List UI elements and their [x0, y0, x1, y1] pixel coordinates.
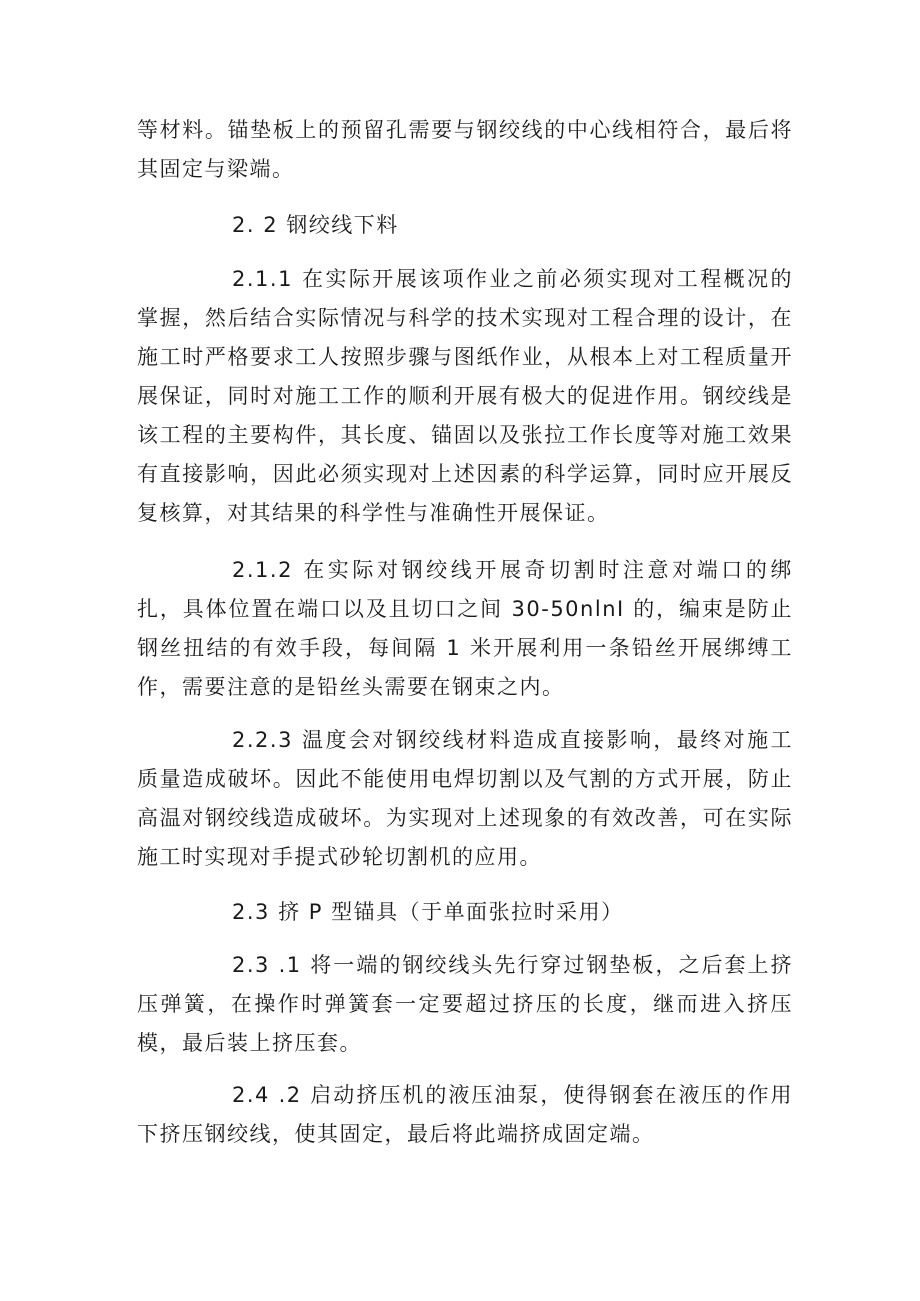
paragraph-2-1-1: 2.1.1 在实际开展该项作业之前必须实现对工程概况的掌握，然后结合实际情况与科学的技术实现对工程合理的设计，在施工时严格要求工人按照步骤与图纸作业，从根本上对工程质量开展保证，同时对施工工作的顺利开展有极大的促进作用。钢绞线是该工程的主要构件，其长度、锚固以及张拉工作长度等对施工效果有直接影响，因此必须实现对上述因素的科学运算，同时应开展反复核算，对其结果的科学性与准确性开展保证。 — [137, 267, 793, 525]
paragraph-2-1-2: 2.1.2 在实际对钢绞线开展奇切割时注意对端口的绑扎，具体位置在端口以及且切口之间 30-50nlnI 的，编束是防止钢丝扭结的有效手段，每间隔 1 米开展利用一条铅丝开展绑缚工作，需要注意的是铅丝头需要在钢束之内。 — [137, 558, 793, 699]
section-heading-2-2: 2. 2 钢绞线下料 — [232, 213, 399, 237]
paragraph-2-3-1: 2.3 .1 将一端的钢绞线头先行穿过钢垫板，之后套上挤压弹簧，在操作时弹簧套一定要超过挤压的长度，继而进入挤压模，最后装上挤压套。 — [137, 953, 793, 1055]
paragraph-2-4-2: 2.4 .2 启动挤压机的液压油泵，使得钢套在液压的作用下挤压钢绞线，使其固定，最后将此端挤成固定端。 — [137, 1083, 793, 1146]
paragraph-2-2-3: 2.2.3 温度会对钢绞线材料造成直接影响，最终对施工质量造成破坏。因此不能使用电焊切割以及气割的方式开展，防止高温对钢绞线造成破坏。为实现对上述现象的有效改善，可在实际施工时实现对手提式砂轮切割机的应用。 — [137, 728, 793, 869]
paragraph-anchor-plate: 等材料。锚垫板上的预留孔需要与钢绞线的中心线相符合，最后将其固定与梁端。 — [137, 118, 793, 181]
section-heading-2-3: 2.3 挤 P 型锚具（于单面张拉时采用） — [232, 900, 624, 924]
